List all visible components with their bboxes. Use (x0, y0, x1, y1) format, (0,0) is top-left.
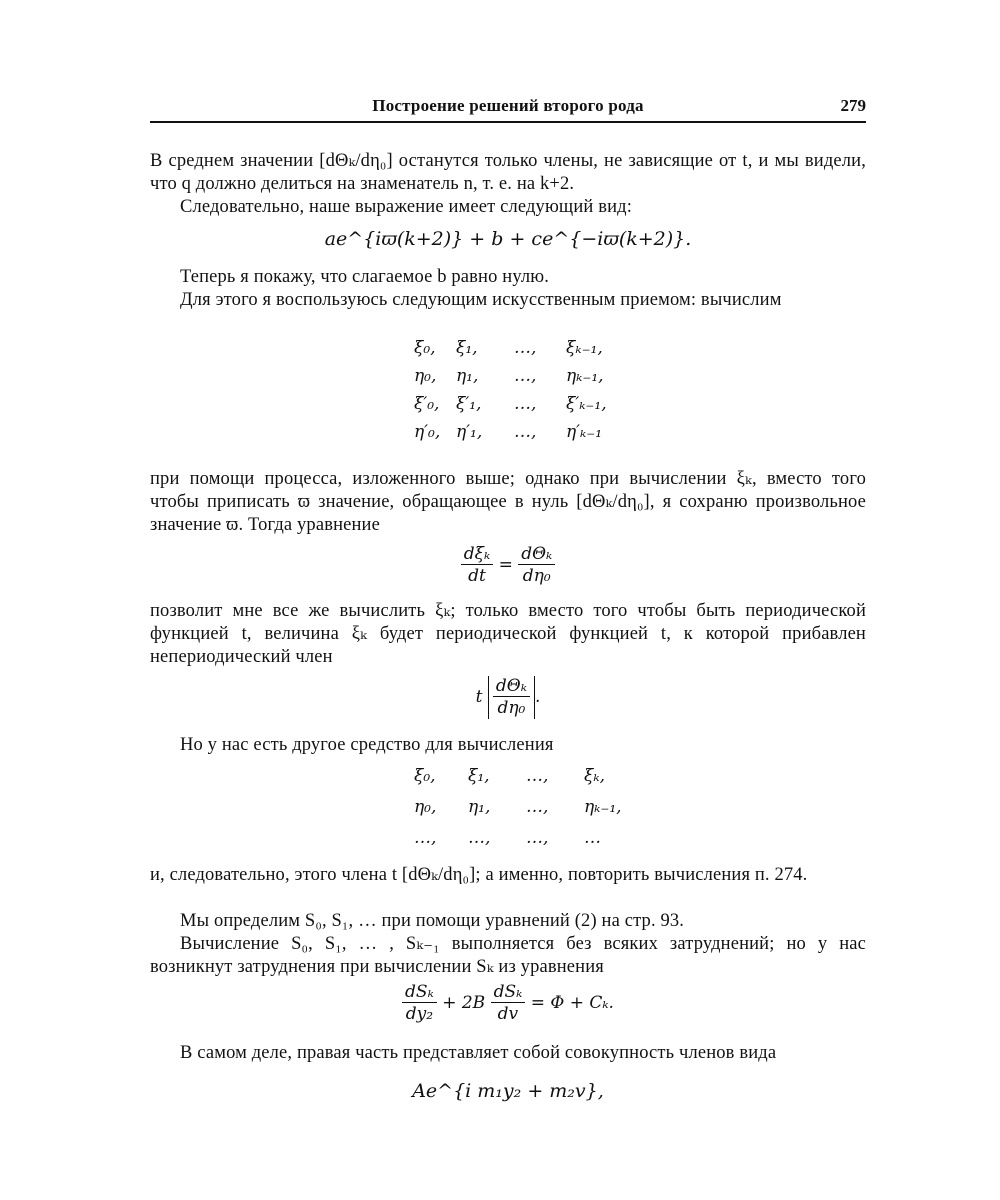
header-rule (150, 121, 866, 123)
eq2-equals: = (498, 555, 513, 575)
eq4-rhs: = Φ + Cₖ. (530, 993, 614, 1013)
paragraph-8: и, следовательно, этого члена t [dΘₖ/dη₀]; а именно, повторить вычисления п. 274. (150, 865, 808, 885)
grid1-cell: …, (514, 366, 537, 386)
grid2-cell: …, (526, 797, 549, 817)
grid1-cell: η′ₖ₋₁ (566, 422, 603, 442)
running-header (150, 96, 866, 122)
eq2-lhs-num: dξₖ (461, 544, 493, 565)
variable-grid-2 (414, 766, 622, 859)
grid2-cell: … (584, 828, 601, 848)
equation-4 (150, 982, 866, 1025)
equation-5: Ae^{i m₁y₂ + m₂v}, (412, 1080, 604, 1102)
grid1-cell: ξ′₀, (414, 394, 440, 414)
paragraph-6: позволит мне все же вычислить ξₖ; только вместо того чтобы быть периодической функцией t, величина ξₖ будет периодической функцией t, к которой прибавлен непериодический член (150, 601, 866, 667)
eq4-middle: + 2B (442, 993, 486, 1013)
eq4-num-1: dSₖ (402, 982, 437, 1003)
grid1-cell: ηₖ₋₁, (566, 366, 604, 386)
grid2-cell: …, (468, 828, 491, 848)
paragraph-7: Но у нас есть другое средство для вычисления (180, 735, 554, 755)
grid2-row (414, 828, 622, 859)
grid2-cell: …, (526, 766, 549, 786)
grid2-cell: …, (526, 828, 549, 848)
grid2-cell: η₀, (414, 797, 437, 817)
eq2-rhs-num: dΘₖ (518, 544, 555, 565)
eq3-t: t (475, 687, 483, 707)
grid1-cell: …, (514, 394, 537, 414)
grid1-cell: ξ₀, (414, 338, 436, 358)
eq2-lhs-fraction (461, 544, 493, 587)
grid2-cell: …, (414, 828, 437, 848)
paragraph-3: Теперь я покажу, что слагаемое b равно нулю. (180, 267, 550, 287)
eq3-den: dη₀ (497, 698, 526, 718)
equation-3 (150, 676, 866, 719)
eq3-bracket (488, 676, 535, 719)
grid2-cell: ξ₁, (468, 766, 490, 786)
eq4-den-1: dy₂ (405, 1004, 434, 1024)
eq2-rhs-den: dη₀ (522, 566, 551, 586)
grid1-cell: η₁, (456, 366, 479, 386)
paragraph-2: Следовательно, наше выражение имеет следующий вид: (180, 197, 632, 217)
equation-1: ae^{iϖ(k+2)} + b + ce^{−iϖ(k+2)}. (324, 228, 692, 250)
eq4-fraction-2 (491, 982, 526, 1025)
grid2-cell: η₁, (468, 797, 491, 817)
grid1-cell: ξ′ₖ₋₁, (566, 394, 607, 414)
grid1-cell: η′₁, (456, 422, 483, 442)
grid1-cell: ξ₁, (456, 338, 478, 358)
eq4-num-2: dSₖ (491, 982, 526, 1003)
grid1-cell: η₀, (414, 366, 437, 386)
grid1-cell: …, (514, 422, 537, 442)
header-title: Построение решений второго рода (372, 96, 644, 115)
paragraph-10: Вычисление S₀, S₁, … , Sₖ₋₁ выполняется без всяких затруднений; но у нас возникнут затруднения при вычислении Sₖ из уравнения (150, 934, 866, 977)
grid2-cell: ηₖ₋₁, (584, 797, 622, 817)
grid1-row (414, 366, 607, 394)
grid1-row (414, 338, 607, 366)
eq3-num: dΘₖ (493, 676, 530, 697)
grid2-cell: ξ₀, (414, 766, 436, 786)
variable-grid-1 (414, 338, 607, 450)
grid2-row (414, 797, 622, 828)
grid2-cell: ξₖ, (584, 766, 605, 786)
page-number: 279 (840, 96, 866, 115)
eq2-rhs-fraction (518, 544, 555, 587)
paragraph-9: Мы определим S₀, S₁, … при помощи уравнений (2) на стр. 93. (180, 911, 685, 931)
grid1-row (414, 422, 607, 450)
eq3-end: . (534, 687, 541, 707)
eq4-den-2: dv (497, 1004, 519, 1024)
eq2-lhs-den: dt (468, 566, 486, 586)
grid2-row (414, 766, 622, 797)
grid1-cell: ξ′₁, (456, 394, 482, 414)
grid1-row (414, 394, 607, 422)
paragraph-4: Для этого я воспользуюсь следующим искусственным приемом: вычислим (180, 290, 782, 310)
grid1-cell: η′₀, (414, 422, 441, 442)
paragraph-1: В среднем значении [dΘₖ/dη₀] останутся только члены, не зависящие от t, и мы видели, что q должно делиться на знаменатель n, т. е. на k+2. (150, 151, 866, 194)
grid1-cell: ξₖ₋₁, (566, 338, 603, 358)
grid1-cell: …, (514, 338, 537, 358)
eq4-fraction-1 (402, 982, 437, 1025)
paragraph-11: В самом деле, правая часть представляет собой совокупность членов вида (180, 1043, 777, 1063)
paragraph-5: при помощи процесса, изложенного выше; однако при вычислении ξₖ, вместо того чтобы приписать ϖ значение, обращающее в нуль [dΘₖ/dη₀], я сохраню произвольное значение ϖ. Тогда уравнение (150, 469, 866, 535)
eq3-fraction (493, 676, 530, 719)
equation-2 (150, 544, 866, 587)
